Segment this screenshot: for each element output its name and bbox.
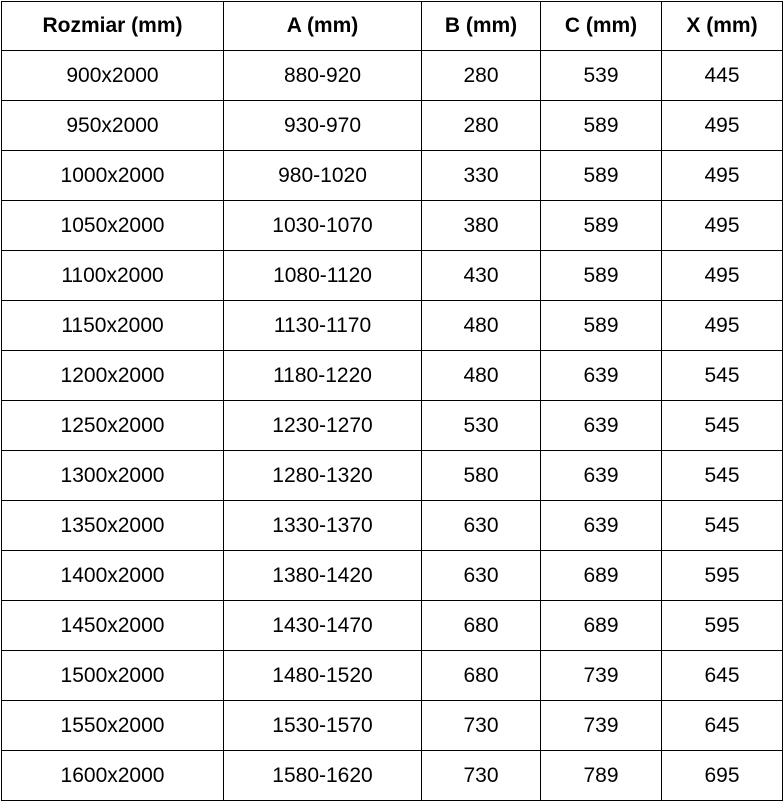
cell-c: 689 [541, 601, 662, 651]
cell-x: 595 [662, 551, 783, 601]
cell-c: 589 [541, 201, 662, 251]
cell-c: 689 [541, 551, 662, 601]
cell-c: 639 [541, 451, 662, 501]
cell-x: 545 [662, 451, 783, 501]
header-row [2, 2, 783, 51]
table-row [2, 301, 783, 351]
header-c: C (mm) [541, 2, 662, 51]
cell-x: 495 [662, 151, 783, 201]
cell-a: 1530-1570 [224, 701, 422, 751]
table-row [2, 751, 783, 801]
cell-x: 545 [662, 401, 783, 451]
cell-size: 1400x2000 [2, 551, 224, 601]
cell-a: 980-1020 [224, 151, 422, 201]
cell-c: 639 [541, 501, 662, 551]
cell-size: 1000x2000 [2, 151, 224, 201]
cell-b: 630 [422, 501, 541, 551]
cell-b: 680 [422, 601, 541, 651]
cell-a: 1430-1470 [224, 601, 422, 651]
table-row [2, 51, 783, 101]
cell-b: 580 [422, 451, 541, 501]
table-body [2, 51, 783, 801]
cell-a: 1580-1620 [224, 751, 422, 801]
cell-size: 1150x2000 [2, 301, 224, 351]
cell-size: 1450x2000 [2, 601, 224, 651]
cell-x: 445 [662, 51, 783, 101]
cell-size: 1200x2000 [2, 351, 224, 401]
cell-x: 495 [662, 201, 783, 251]
cell-size: 1550x2000 [2, 701, 224, 751]
cell-a: 1030-1070 [224, 201, 422, 251]
cell-size: 1050x2000 [2, 201, 224, 251]
header-x: X (mm) [662, 2, 783, 51]
cell-c: 739 [541, 651, 662, 701]
cell-size: 1100x2000 [2, 251, 224, 301]
cell-a: 880-920 [224, 51, 422, 101]
table-row [2, 601, 783, 651]
cell-size: 1300x2000 [2, 451, 224, 501]
table-row [2, 551, 783, 601]
cell-a: 1230-1270 [224, 401, 422, 451]
cell-x: 495 [662, 251, 783, 301]
cell-b: 530 [422, 401, 541, 451]
cell-c: 589 [541, 251, 662, 301]
cell-b: 730 [422, 751, 541, 801]
cell-b: 280 [422, 101, 541, 151]
table-row [2, 151, 783, 201]
table-row [2, 351, 783, 401]
cell-b: 630 [422, 551, 541, 601]
header-b: B (mm) [422, 2, 541, 51]
dimensions-table [1, 1, 783, 801]
table-row [2, 501, 783, 551]
table-row [2, 201, 783, 251]
cell-b: 480 [422, 351, 541, 401]
cell-size: 1600x2000 [2, 751, 224, 801]
cell-b: 280 [422, 51, 541, 101]
cell-a: 930-970 [224, 101, 422, 151]
cell-size: 1350x2000 [2, 501, 224, 551]
table-row [2, 651, 783, 701]
cell-x: 695 [662, 751, 783, 801]
cell-c: 539 [541, 51, 662, 101]
cell-a: 1280-1320 [224, 451, 422, 501]
cell-size: 1500x2000 [2, 651, 224, 701]
cell-c: 789 [541, 751, 662, 801]
cell-c: 589 [541, 151, 662, 201]
cell-a: 1380-1420 [224, 551, 422, 601]
cell-c: 589 [541, 301, 662, 351]
table-row [2, 451, 783, 501]
cell-b: 730 [422, 701, 541, 751]
cell-a: 1130-1170 [224, 301, 422, 351]
cell-c: 639 [541, 401, 662, 451]
cell-x: 645 [662, 701, 783, 751]
cell-a: 1330-1370 [224, 501, 422, 551]
cell-x: 495 [662, 101, 783, 151]
table-row [2, 101, 783, 151]
cell-c: 639 [541, 351, 662, 401]
cell-size: 1250x2000 [2, 401, 224, 451]
table-row [2, 701, 783, 751]
cell-size: 950x2000 [2, 101, 224, 151]
cell-b: 430 [422, 251, 541, 301]
cell-a: 1080-1120 [224, 251, 422, 301]
cell-b: 680 [422, 651, 541, 701]
cell-x: 545 [662, 351, 783, 401]
cell-x: 595 [662, 601, 783, 651]
cell-x: 545 [662, 501, 783, 551]
cell-b: 330 [422, 151, 541, 201]
cell-x: 495 [662, 301, 783, 351]
cell-a: 1180-1220 [224, 351, 422, 401]
header-a: A (mm) [224, 2, 422, 51]
cell-c: 739 [541, 701, 662, 751]
cell-x: 645 [662, 651, 783, 701]
table-row [2, 251, 783, 301]
cell-a: 1480-1520 [224, 651, 422, 701]
cell-b: 380 [422, 201, 541, 251]
cell-c: 589 [541, 101, 662, 151]
table-row [2, 401, 783, 451]
header-size: Rozmiar (mm) [2, 2, 224, 51]
cell-b: 480 [422, 301, 541, 351]
cell-size: 900x2000 [2, 51, 224, 101]
